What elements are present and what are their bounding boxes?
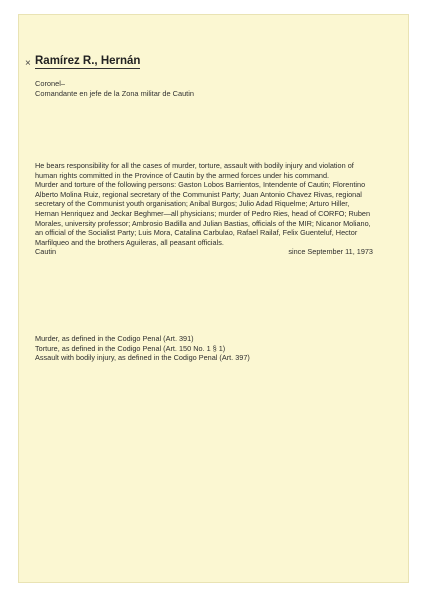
description	[35, 161, 373, 257]
document-card	[18, 14, 409, 583]
victims-paragraph: Murder and torture of the following persons: Gaston Lobos Barrientos, Intendente of Cautin; Florentino Alberto Molina Ruiz, regional secretary of the Communist Party; Juan Antonio Chavez Rivas, regional secretary of the Communist youth organisation; Anibal Burgos; Julio Adad Riquelme; Arturo Hiller, Hernan Henriquez and Jeckar Beghmer—all physicians; murder of Pedro Ries, head of CORFO; Ruben Morales, university professor; Ambrosio Badilla and Julian Bastias, officials of the MIR; Nicanor Moliano, an official of the Socialist Party; Luis Mora, Catalina Carbulao, Rafael Railaf, Felix Guenteluf, Hector Marfilqueo and the brothers Aguileras, all peasant officials.	[35, 180, 371, 247]
responsibility-paragraph: He bears responsibility for all the cases of murder, torture, assault with bodily injury and violation of human rights committed in the Province of Cautin by the armed forces under his command.	[35, 161, 354, 180]
person-name: Ramírez R., Hernán	[35, 55, 141, 67]
rank: Coronel–	[35, 79, 65, 88]
charges-list	[35, 334, 373, 363]
check-mark: ×	[25, 58, 31, 69]
since-date: since September 11, 1973	[288, 247, 373, 257]
position: Comandante en jefe de la Zona militar de Cautin	[35, 89, 194, 98]
charge-item: Assault with bodily injury, as defined in the Codigo Penal (Art. 397)	[35, 353, 250, 363]
location-row	[35, 247, 373, 257]
charge-item: Murder, as defined in the Codigo Penal (Art. 391)	[35, 334, 194, 343]
location: Cautin	[35, 247, 57, 257]
charge-item: Torture, as defined in the Codigo Penal (Art. 150 No. 1 § 1)	[35, 343, 226, 353]
